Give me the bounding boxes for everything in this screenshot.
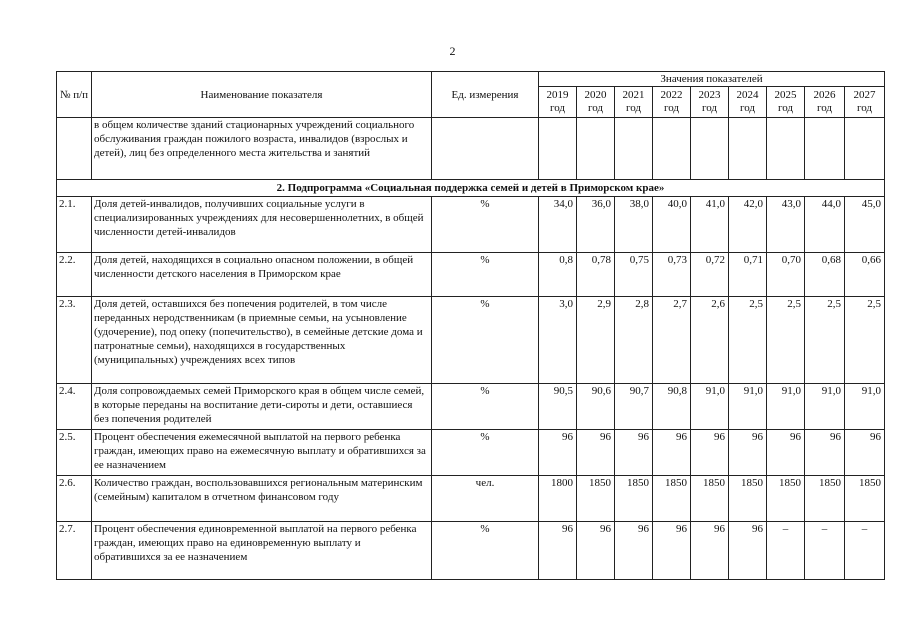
unit-cell: % (432, 253, 539, 297)
value-cell: 42,0 (729, 197, 767, 253)
value-cell: 0,68 (805, 253, 845, 297)
indicator-name: Процент обеспечения единовременной выплатой на первого ребенка граждан, имеющих право на единовременную выплату и обратившихся за ее назначением (92, 522, 432, 580)
value-cell: 1850 (767, 476, 805, 522)
year-suffix: год (777, 102, 794, 114)
value-cell: 91,0 (691, 384, 729, 430)
value-cell: 41,0 (691, 197, 729, 253)
year-value: 2022 (660, 89, 683, 101)
row-number: 2.3. (57, 297, 92, 384)
header-values-group: Значения показателей (539, 72, 885, 87)
value-cell: 44,0 (805, 197, 845, 253)
year-value: 2025 (774, 89, 797, 101)
value-cell: 91,0 (845, 384, 885, 430)
row-number: 2.6. (57, 476, 92, 522)
header-year (691, 87, 729, 118)
value-cell: 1800 (539, 476, 577, 522)
value-cell: – (767, 522, 805, 580)
year-suffix: год (857, 102, 873, 114)
value-cell: – (805, 522, 845, 580)
row-number: 2.5. (57, 430, 92, 476)
value-cell: 90,7 (615, 384, 653, 430)
value-cell: 90,8 (653, 384, 691, 430)
table-row (57, 384, 885, 430)
value-cell: 96 (691, 430, 729, 476)
table-row (57, 476, 885, 522)
section-title: 2. Подпрограмма «Социальная поддержка семей и детей в Приморском крае» (57, 180, 885, 197)
value-cell: 96 (653, 430, 691, 476)
continuation-name: в общем количестве зданий стационарных учреждений социального обслуживания граждан пожилого возраста, инвалидов (взрослых и детей), лиц без определенного места жительства и занятий (92, 118, 432, 180)
value-cell: 40,0 (653, 197, 691, 253)
year-suffix: год (701, 102, 718, 114)
value-cell: 91,0 (767, 384, 805, 430)
year-value: 2023 (698, 89, 721, 101)
unit-cell: % (432, 384, 539, 430)
value-cell: 3,0 (539, 297, 577, 384)
value-cell: 0,75 (615, 253, 653, 297)
header-num: № п/п (57, 72, 92, 118)
value-cell: 2,5 (805, 297, 845, 384)
value-cell: 2,5 (845, 297, 885, 384)
value-cell: 0,72 (691, 253, 729, 297)
value-cell: 0,66 (845, 253, 885, 297)
year-suffix: год (816, 102, 833, 114)
value-cell: 1850 (805, 476, 845, 522)
value-cell: – (845, 522, 885, 580)
year-value: 2026 (813, 89, 836, 101)
header-year (653, 87, 691, 118)
indicators-table (56, 71, 885, 580)
indicator-name: Доля детей, оставшихся без попечения родителей, в том числе переданных неродственникам (в приемные семьи, на усыновление (удочерение), под опеку (попечительство), в семейные детские дома и патронатные семьи), находящихся в государственных (муниципальных) учреждениях всех типов (92, 297, 432, 384)
header-year (805, 87, 845, 118)
value-cell: 1850 (653, 476, 691, 522)
value-cell: 2,8 (615, 297, 653, 384)
value-cell: 2,7 (653, 297, 691, 384)
value-cell: 96 (729, 522, 767, 580)
row-number: 2.4. (57, 384, 92, 430)
header-year (615, 87, 653, 118)
indicator-name: Процент обеспечения ежемесячной выплатой на первого ребенка граждан, имеющих право на ежемесячную выплату и обратившихся за ее назначением (92, 430, 432, 476)
value-cell: 96 (615, 522, 653, 580)
value-cell: 96 (845, 430, 885, 476)
value-cell: 96 (729, 430, 767, 476)
value-cell: 1850 (577, 476, 615, 522)
value-cell: 1850 (615, 476, 653, 522)
value-cell: 2,5 (767, 297, 805, 384)
unit-cell: % (432, 297, 539, 384)
value-cell: 96 (653, 522, 691, 580)
value-cell: 0,73 (653, 253, 691, 297)
section-row (57, 180, 885, 197)
value-cell: 96 (767, 430, 805, 476)
value-cell: 96 (805, 430, 845, 476)
header-year (767, 87, 805, 118)
value-cell: 2,6 (691, 297, 729, 384)
year-value: 2024 (736, 89, 759, 101)
year-value: 2021 (622, 89, 645, 101)
continuation-row (57, 118, 885, 180)
value-cell: 0,70 (767, 253, 805, 297)
year-suffix: год (549, 102, 566, 114)
value-cell: 91,0 (805, 384, 845, 430)
value-cell: 2,5 (729, 297, 767, 384)
value-cell: 96 (615, 430, 653, 476)
value-cell: 34,0 (539, 197, 577, 253)
unit-cell: чел. (432, 476, 539, 522)
page-number: 2 (449, 44, 456, 58)
value-cell: 0,8 (539, 253, 577, 297)
value-cell: 43,0 (767, 197, 805, 253)
year-value: 2020 (584, 89, 607, 101)
indicator-name: Доля детей-инвалидов, получивших социальные услуги в специализированных учреждениях для несовершеннолетних, в общей численности детей-инвалидов (92, 197, 432, 253)
indicator-name: Доля детей, находящихся в социально опасном положении, в общей численности детского населения в Приморском крае (92, 253, 432, 297)
value-cell: 96 (691, 522, 729, 580)
value-cell: 90,5 (539, 384, 577, 430)
header-name: Наименование показателя (92, 72, 432, 118)
header-year (577, 87, 615, 118)
continuation-unit (432, 118, 539, 180)
value-cell: 0,71 (729, 253, 767, 297)
value-cell: 96 (539, 522, 577, 580)
unit-cell: % (432, 430, 539, 476)
header-year (729, 87, 767, 118)
year-suffix: год (663, 102, 680, 114)
value-cell: 91,0 (729, 384, 767, 430)
value-cell: 0,78 (577, 253, 615, 297)
value-cell: 1850 (729, 476, 767, 522)
row-number: 2.2. (57, 253, 92, 297)
header-unit: Ед. измерения (432, 72, 539, 118)
table-row (57, 522, 885, 580)
header-year (845, 87, 885, 118)
value-cell: 1850 (691, 476, 729, 522)
value-cell: 90,6 (577, 384, 615, 430)
year-value: 2027 (853, 89, 876, 101)
year-suffix: год (587, 102, 604, 114)
year-suffix: год (739, 102, 756, 114)
indicator-name: Доля сопровождаемых семей Приморского края в общем числе семей, в которые переданы на воспитание дети-сироты и дети, оставшиеся без попечения родителей (92, 384, 432, 430)
value-cell: 38,0 (615, 197, 653, 253)
indicator-name: Количество граждан, воспользовавшихся региональным материнским (семейным) капиталом в отчетном финансовом году (92, 476, 432, 522)
value-cell: 96 (577, 430, 615, 476)
table-row (57, 197, 885, 253)
unit-cell: % (432, 197, 539, 253)
value-cell: 2,9 (577, 297, 615, 384)
value-cell: 96 (577, 522, 615, 580)
value-cell: 1850 (845, 476, 885, 522)
table-row (57, 430, 885, 476)
value-cell: 36,0 (577, 197, 615, 253)
year-value: 2019 (546, 89, 569, 101)
header-year (539, 87, 577, 118)
row-number: 2.1. (57, 197, 92, 253)
table-row (57, 253, 885, 297)
continuation-num (57, 118, 92, 180)
year-suffix: год (625, 102, 642, 114)
value-cell: 45,0 (845, 197, 885, 253)
value-cell: 96 (539, 430, 577, 476)
unit-cell: % (432, 522, 539, 580)
table-row (57, 297, 885, 384)
row-number: 2.7. (57, 522, 92, 580)
